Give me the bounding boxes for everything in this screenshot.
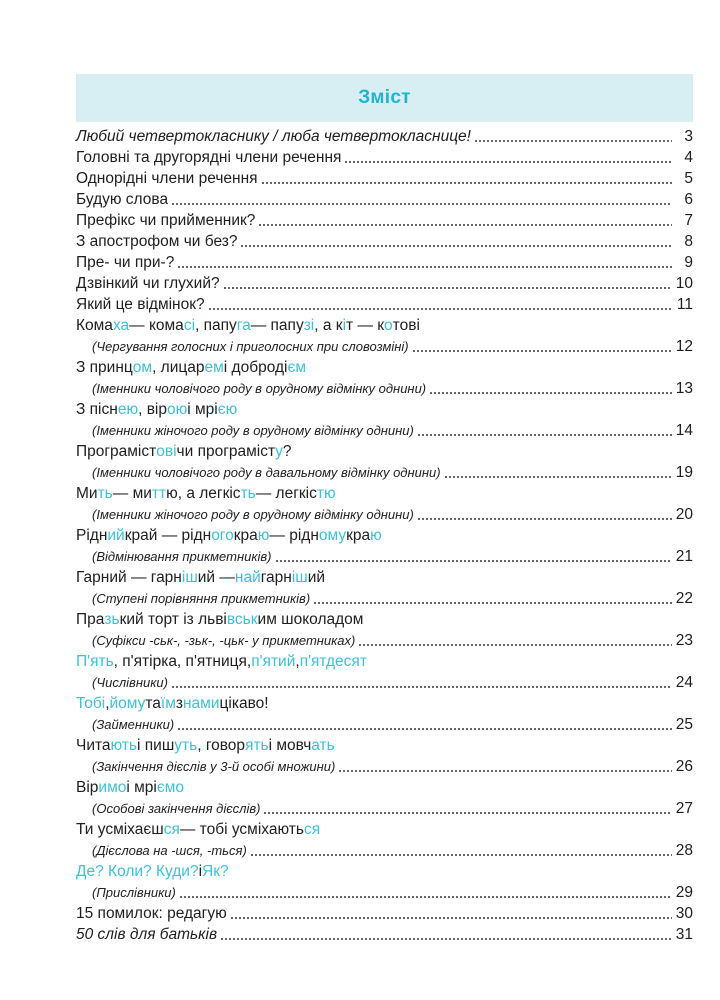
subtitle-text: (Прислівники)	[92, 885, 176, 900]
toc-entry[interactable]: Пре- чи при-? 9	[76, 254, 693, 271]
title-fragment: , а к	[314, 317, 343, 334]
highlighted-fragment: уть	[174, 737, 198, 754]
highlighted-fragment: Як?	[202, 863, 229, 880]
highlighted-fragment: ать	[311, 737, 335, 754]
title-fragment: та	[145, 695, 161, 712]
title-fragment: — папу	[250, 317, 304, 334]
title-fragment: Програміст	[76, 443, 157, 460]
highlighted-fragment: тю	[316, 485, 336, 502]
toc-entry-subtitle[interactable]	[76, 377, 693, 398]
title-fragment: Рідн	[76, 527, 108, 544]
title-fragment: і мрі	[126, 779, 157, 796]
title-fragment: — рідн	[269, 527, 319, 544]
subtitle-text: (Числівники)	[92, 675, 168, 690]
toc-entry[interactable]: Дзвінкий чи глухий? 10	[76, 275, 693, 292]
dot-leader	[417, 518, 672, 520]
toc-entry[interactable]: Будую слова 6	[76, 191, 693, 208]
highlighted-fragment: га	[236, 317, 251, 334]
page-number: 14	[675, 422, 693, 439]
highlighted-fragment: єм	[287, 359, 307, 376]
title-fragment: цікаво!	[219, 695, 269, 712]
toc-entry-title[interactable]	[76, 818, 693, 839]
page-number: 26	[675, 758, 693, 775]
contents-header	[76, 74, 693, 122]
dot-leader	[179, 896, 672, 898]
toc-entry[interactable]: 50 слів для батьків 31	[76, 926, 693, 943]
title-fragment: кра	[346, 527, 371, 544]
highlighted-fragment: ому	[318, 527, 347, 544]
dot-leader	[263, 812, 672, 814]
toc-entry[interactable]: Префікс чи прийменник? 7	[76, 212, 693, 229]
dot-leader	[417, 434, 672, 436]
toc-entry[interactable]: З апострофом чи без? 8	[76, 233, 693, 250]
page-number: 24	[675, 674, 693, 691]
toc-entry-title[interactable]	[76, 440, 693, 461]
title-fragment: , вір	[138, 401, 167, 418]
highlighted-fragment: ть	[240, 485, 256, 502]
title-fragment: — кома	[129, 317, 184, 334]
highlighted-fragment: ею	[117, 401, 139, 418]
title-fragment: ?	[282, 443, 292, 460]
highlighted-fragment: йому	[109, 695, 146, 712]
title-fragment: Ми	[76, 485, 98, 502]
highlighted-fragment: ом	[132, 359, 153, 376]
dot-leader	[412, 350, 672, 352]
highlighted-fragment: Тобі	[76, 695, 106, 712]
toc-entry-subtitle[interactable]	[76, 755, 693, 776]
title-fragment: з	[175, 695, 183, 712]
highlighted-fragment: имо	[98, 779, 127, 796]
highlighted-fragment: іш	[181, 569, 198, 586]
title-fragment: чи програміст	[176, 443, 276, 460]
highlighted-fragment: п'ятий	[251, 653, 296, 670]
title-fragment: ий —	[197, 569, 235, 586]
toc-entry-subtitle[interactable]	[76, 503, 693, 524]
title-fragment: і мрі	[187, 401, 218, 418]
highlighted-fragment: тт	[151, 485, 167, 502]
toc-entry-title[interactable]	[76, 482, 693, 503]
title-fragment: ий	[307, 569, 326, 586]
title-fragment: им шоколадом	[257, 611, 364, 628]
subtitle-text: (Іменники чоловічого роду в давальному відмінку однини)	[92, 465, 441, 480]
dot-leader	[250, 854, 672, 856]
dot-leader	[444, 476, 672, 478]
toc-entry[interactable]: 15 помилок: редагую 30	[76, 905, 693, 922]
highlighted-fragment: ові	[156, 443, 177, 460]
title-fragment: , п'ятірка, п'ятниця,	[113, 653, 252, 670]
highlighted-fragment: ою	[167, 401, 188, 418]
title-fragment: кий торт із льві	[119, 611, 227, 628]
table-of-contents	[76, 122, 693, 944]
toc-entry-subtitle[interactable]	[76, 419, 693, 440]
toc-entry-subtitle[interactable]	[76, 629, 693, 650]
highlighted-fragment: П'ять	[76, 653, 114, 670]
title-fragment: ю, а легкіс	[166, 485, 241, 502]
toc-entry-subtitle[interactable]	[76, 545, 693, 566]
highlighted-fragment: їм	[160, 695, 176, 712]
title-fragment: , лицар	[152, 359, 205, 376]
subtitle-text: (Іменники чоловічого роду в орудному відмінку однини)	[92, 381, 427, 396]
highlighted-fragment: вськ	[226, 611, 258, 628]
toc-entry-subtitle[interactable]	[76, 797, 693, 818]
subtitle-text: (Чергування голосних і приголосних при словозміні)	[92, 339, 409, 354]
toc-entry[interactable]: Любий четвертокласнику / люба четвертокласнице! 3	[76, 128, 693, 145]
dot-leader	[313, 602, 672, 604]
highlighted-fragment: ю	[370, 527, 382, 544]
highlighted-fragment: у	[275, 443, 283, 460]
highlighted-fragment: ять	[245, 737, 269, 754]
highlighted-fragment: зь	[104, 611, 120, 628]
title-fragment: гарн	[260, 569, 292, 586]
toc-entry-subtitle[interactable]	[76, 713, 693, 734]
highlighted-fragment: ють	[110, 737, 138, 754]
subtitle-text: (Особові закінчення дієслів)	[92, 801, 261, 816]
toc-entry-title[interactable]	[76, 524, 693, 545]
title-fragment: і добродi	[223, 359, 288, 376]
toc-entry-title[interactable]	[76, 650, 693, 671]
toc-entry-title[interactable]	[76, 608, 693, 629]
toc-entry-title[interactable]	[76, 860, 693, 881]
page-number: 23	[675, 632, 693, 649]
title-fragment: Ти усміхаєш	[76, 821, 164, 838]
highlighted-fragment: ся	[303, 821, 321, 838]
title-fragment: Пра	[76, 611, 105, 628]
title-fragment: З пісн	[76, 401, 118, 418]
toc-entry[interactable]: Головні та другорядні члени речення 4	[76, 149, 693, 166]
title-fragment: — тобі усміхають	[179, 821, 304, 838]
title-fragment: З принц	[76, 359, 133, 376]
highlighted-fragment: ем	[204, 359, 224, 376]
subtitle-text: (Відмінювання прикметників)	[92, 549, 272, 564]
title-fragment: т — к	[346, 317, 385, 334]
highlighted-fragment: іш	[291, 569, 308, 586]
page-number: 25	[675, 716, 693, 733]
page-number: 19	[675, 464, 693, 481]
title-fragment: , говор	[197, 737, 246, 754]
page-number: 12	[675, 338, 693, 355]
dot-leader	[429, 392, 672, 394]
toc-entry[interactable]: Який це відмінок? 11	[76, 296, 693, 313]
toc-entry-title[interactable]	[76, 398, 693, 419]
page-number: 13	[675, 380, 693, 397]
title-fragment: край — рідн	[124, 527, 212, 544]
highlighted-fragment: ся	[163, 821, 180, 838]
title-fragment: — легкіс	[255, 485, 317, 502]
highlighted-fragment: нами	[183, 695, 220, 712]
subtitle-text: (Іменники жіночого роду в орудному відмінку однини)	[92, 423, 414, 438]
toc-entry-subtitle[interactable]	[76, 461, 693, 482]
highlighted-fragment: сі	[183, 317, 196, 334]
dot-leader	[338, 770, 672, 772]
highlighted-fragment: ха	[112, 317, 130, 334]
dot-leader	[177, 728, 672, 730]
toc-entry-title[interactable]	[76, 692, 693, 713]
toc-entry-subtitle[interactable]	[76, 839, 693, 860]
title-fragment: Чита	[76, 737, 111, 754]
title-fragment: Кома	[76, 317, 113, 334]
page-number: 21	[675, 548, 693, 565]
title-fragment: , папу	[195, 317, 237, 334]
highlighted-fragment: ть	[97, 485, 113, 502]
dot-leader	[358, 644, 672, 646]
toc-entry-subtitle[interactable]	[76, 671, 693, 692]
highlighted-fragment: ого	[211, 527, 234, 544]
highlighted-fragment: п'ятдесят	[299, 653, 367, 670]
title-fragment: і пиш	[137, 737, 175, 754]
toc-entry-title[interactable]	[76, 356, 693, 377]
highlighted-fragment: ю	[257, 527, 270, 544]
title-fragment: ,	[295, 653, 300, 670]
subtitle-text: (Займенники)	[92, 717, 175, 732]
subtitle-text: (Ступені порівняння прикметників)	[92, 591, 311, 606]
highlighted-fragment: най	[234, 569, 261, 586]
page-number: 20	[675, 506, 693, 523]
toc-entry-title[interactable]	[76, 734, 693, 755]
highlighted-fragment: зі	[303, 317, 315, 334]
page-number: 28	[675, 842, 693, 859]
page-number: 22	[675, 590, 693, 607]
subtitle-text: (Іменники жіночого роду в орудному відмінку однини)	[92, 507, 414, 522]
toc-entry-title[interactable]	[76, 566, 693, 587]
toc-entry-title[interactable]	[76, 776, 693, 797]
toc-entry-subtitle[interactable]	[76, 335, 693, 356]
title-fragment: — ми	[112, 485, 152, 502]
dot-leader	[275, 560, 673, 562]
highlighted-fragment: єю	[217, 401, 238, 418]
title-fragment: і	[198, 863, 203, 880]
highlighted-fragment: о	[384, 317, 393, 334]
highlighted-fragment: Де? Коли? Куди?	[76, 863, 199, 880]
title-fragment: і мовч	[268, 737, 312, 754]
page-number: 29	[675, 884, 693, 901]
subtitle-text: (Дієслова на -шся, -ться)	[92, 843, 247, 858]
highlighted-fragment: ємо	[156, 779, 185, 796]
title-fragment: Вір	[76, 779, 99, 796]
toc-entry[interactable]: Однорідні члени речення 5	[76, 170, 693, 187]
dot-leader	[171, 686, 672, 688]
page-title: Зміст	[358, 87, 411, 108]
subtitle-text: (Закінчення дієслів у 3-й особі множини)	[92, 759, 336, 774]
title-fragment: ,	[105, 695, 110, 712]
subtitle-text: (Суфікси -ськ-, -зьк-, -цьк- у прикметниках)	[92, 633, 356, 648]
toc-entry-subtitle[interactable]	[76, 881, 693, 902]
title-fragment: кра	[233, 527, 258, 544]
title-fragment: тові	[392, 317, 420, 334]
highlighted-fragment: і	[342, 317, 347, 334]
highlighted-fragment: ий	[107, 527, 125, 544]
toc-entry-subtitle[interactable]	[76, 587, 693, 608]
page-number: 27	[675, 800, 693, 817]
title-fragment: Гарний — гарн	[76, 569, 182, 586]
toc-entry-title[interactable]	[76, 314, 693, 335]
